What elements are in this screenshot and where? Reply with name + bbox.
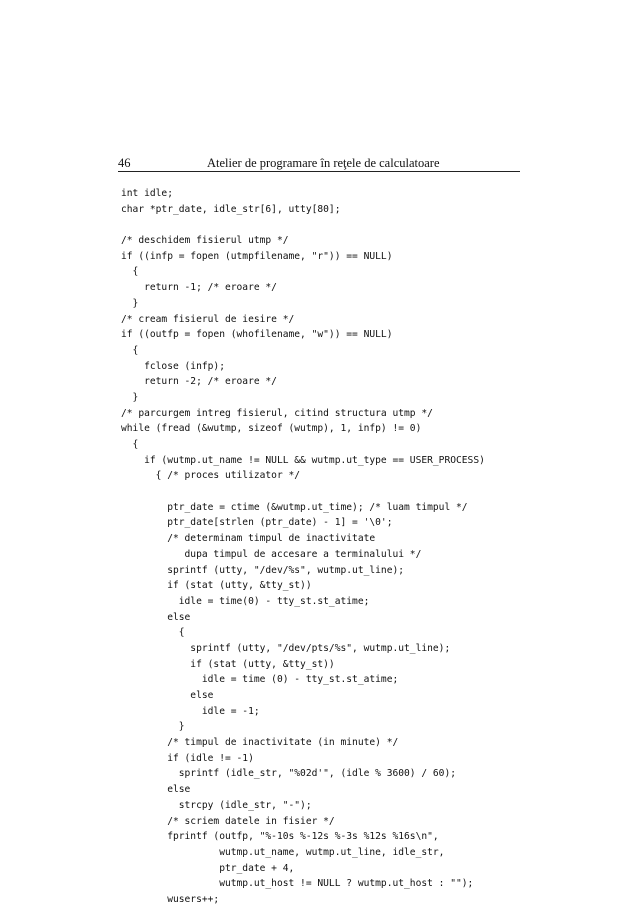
code-line: else [121,784,191,796]
code-line: return -2; /* eroare */ [121,376,277,388]
code-line: dupa timpul de accesare a terminalului */ [121,548,422,560]
code-line: sprintf (idle_str, "%02d'", (idle % 3600) / 60); [121,768,457,780]
code-line: fprintf (outfp, "%-10s %-12s %-3s %12s %16s\n", [121,831,439,843]
code-line: wusers++; [121,893,220,905]
code-line: else [121,690,214,701]
code-line [121,217,485,233]
code-line: if (stat (utty, &tty_st)) [121,580,312,592]
code-line: { [121,266,139,278]
code-line: sprintf (utty, "/dev/pts/%s", wutmp.ut_line); [121,642,451,654]
code-line: ptr_date = ctime (&wutmp.ut_time); /* luam timpul */ [121,501,468,513]
code-line: /* timpul de inactivitate (in minute) */ [121,737,399,749]
code-line: ptr_date + 4, [121,862,295,874]
header-rule [118,171,520,172]
code-line: { [121,344,139,356]
code-line: strcpy (idle_str, "-"); [121,799,312,811]
code-line: /* cream fisierul de iesire */ [121,313,295,325]
code-line: if (stat (utty, &tty_st)) [121,658,335,670]
code-line: wutmp.ut_name, wutmp.ut_line, idle_str, [121,846,445,858]
code-line: { [121,627,185,639]
code-line: idle = -1; [121,705,260,717]
code-line: /* parcurgem intreg fisierul, citind structura utmp */ [121,407,433,419]
code-line: while (fread (&wutmp, sizeof (wutmp), 1, infp) != 0) [121,423,422,435]
code-line: idle = time (0) - tty_st.st_atime; [121,674,399,686]
page-header [118,156,520,172]
page-number: 46 [118,156,131,170]
code-line: } [121,721,185,733]
code-line: if ((outfp = fopen (whofilename, "w")) == NULL) [121,329,393,341]
code-listing [121,186,485,908]
code-line: fclose (infp); [121,360,225,372]
code-line: { [121,439,139,450]
code-line: return -1; /* eroare */ [121,282,277,294]
code-line: /* deschidem fisierul utmp */ [121,235,289,247]
code-line: int idle; [121,188,173,199]
code-line: } [121,297,139,309]
code-line: if ((infp = fopen (utmpfilename, "r")) == NULL) [121,250,393,262]
code-line: wutmp.ut_host != NULL ? wutmp.ut_host : ""); [121,878,474,890]
code-line: { /* proces utilizator */ [121,470,301,482]
code-line: } [121,391,139,403]
code-line [121,484,485,500]
code-line: if (idle != -1) [121,752,254,764]
code-line: /* scriem datele in fisier */ [121,815,335,827]
code-line: idle = time(0) - tty_st.st_atime; [121,595,370,607]
code-line: if (wutmp.ut_name != NULL && wutmp.ut_type == USER_PROCESS) [121,454,485,466]
code-line: else [121,611,191,623]
code-line: char *ptr_date, idle_str[6], utty[80]; [121,203,341,215]
code-line: sprintf (utty, "/dev/%s", wutmp.ut_line); [121,564,405,576]
code-line: ptr_date[strlen (ptr_date) - 1] = '\0'; [121,517,393,529]
running-title: Atelier de programare în reţele de calculatoare [207,156,440,170]
code-line: /* determinam timpul de inactivitate [121,533,376,545]
